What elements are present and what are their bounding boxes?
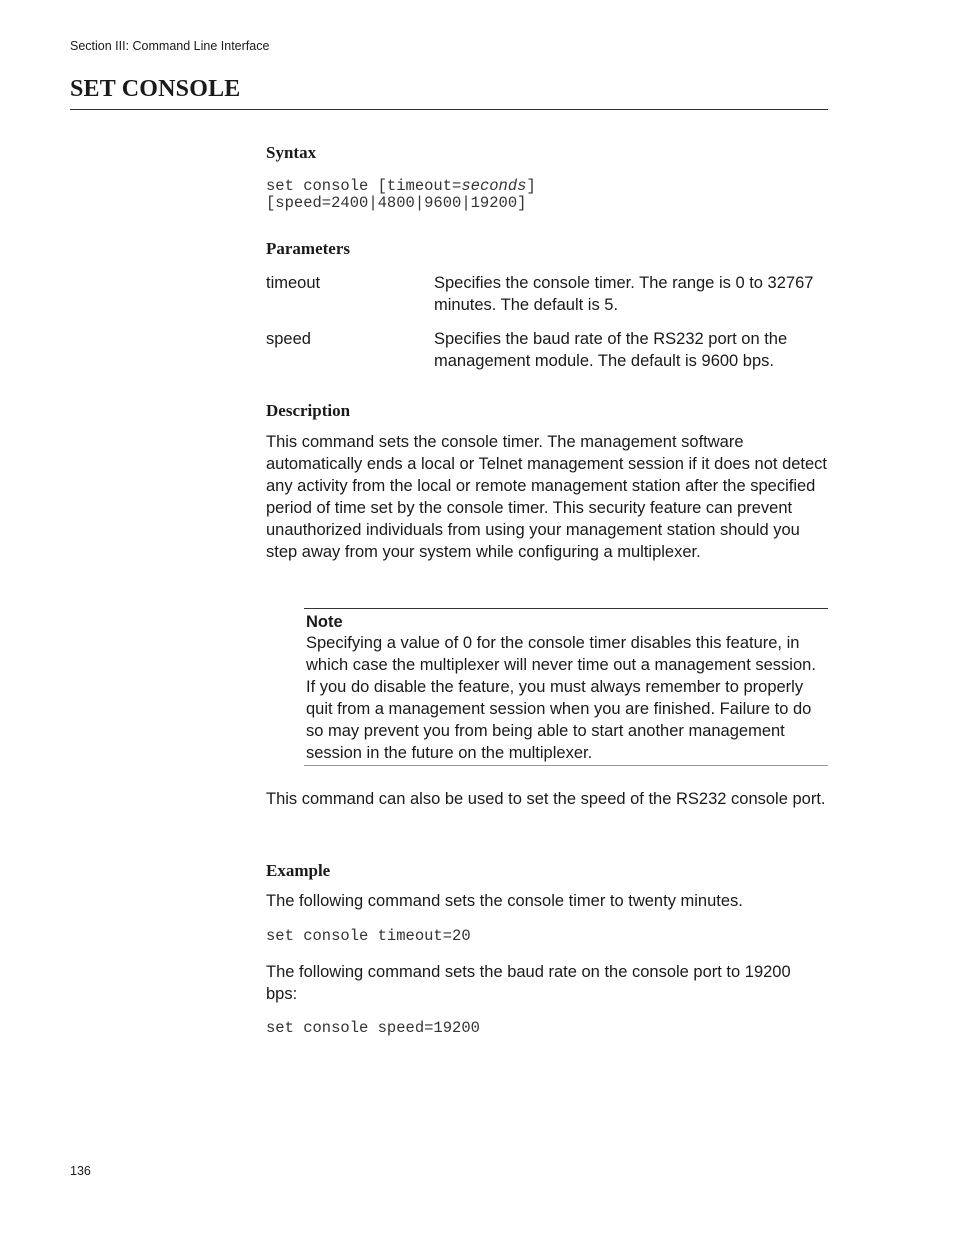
syntax-line-2: [speed=2400|4800|9600|19200] (266, 194, 527, 212)
example-text-1: The following command sets the console timer to twenty minutes. (266, 892, 743, 910)
section-header: Section III: Command Line Interface (70, 39, 270, 53)
page-title: SET CONSOLE (70, 76, 241, 102)
example-code-2: set console speed=19200 (266, 1019, 480, 1037)
param-name-timeout: timeout (266, 274, 321, 292)
description-paragraph: This command sets the console timer. The management software automatically ends a local or Telnet management session if it does not detect any activity from the local or remote management station after the specified period of time set by the console timer. This security feature can prevent unauthorized individuals from using your management station should you step away from your system while configuring a multiplexer. (266, 433, 828, 561)
param-desc-timeout: Specifies the console timer. The range is 0 to 32767 minutes. The default is 5. (434, 274, 814, 314)
parameters-heading: Parameters (266, 239, 351, 258)
syntax-heading: Syntax (266, 143, 317, 162)
note-text: Specifying a value of 0 for the console timer disables this feature, in which case the multiplexer will never time out a management session. If you do disable the feature, you must always remember to properly quit from a management session when you are finished. Failure to do so may prevent you from being able to start another management session in the future on the multiplexer. (306, 634, 816, 762)
description-heading: Description (266, 401, 351, 420)
example-code-1: set console timeout=20 (266, 927, 471, 945)
title-divider (70, 109, 828, 110)
syntax-line-1 (266, 178, 536, 195)
syntax-close: ] (526, 177, 536, 195)
syntax-command: set console [timeout= (266, 177, 462, 195)
param-desc-speed: Specifies the baud rate of the RS232 port on the management module. The default is 9600 bps. (434, 330, 788, 370)
page-number: 136 (70, 1164, 91, 1178)
description-paragraph-2: This command can also be used to set the speed of the RS232 console port. (266, 790, 826, 808)
param-name-speed: speed (266, 330, 311, 348)
example-heading: Example (266, 861, 331, 880)
note-label: Note (306, 613, 343, 631)
example-text-2: The following command sets the baud rate on the console port to 19200 bps: (266, 963, 791, 1003)
syntax-variable: seconds (461, 177, 527, 195)
